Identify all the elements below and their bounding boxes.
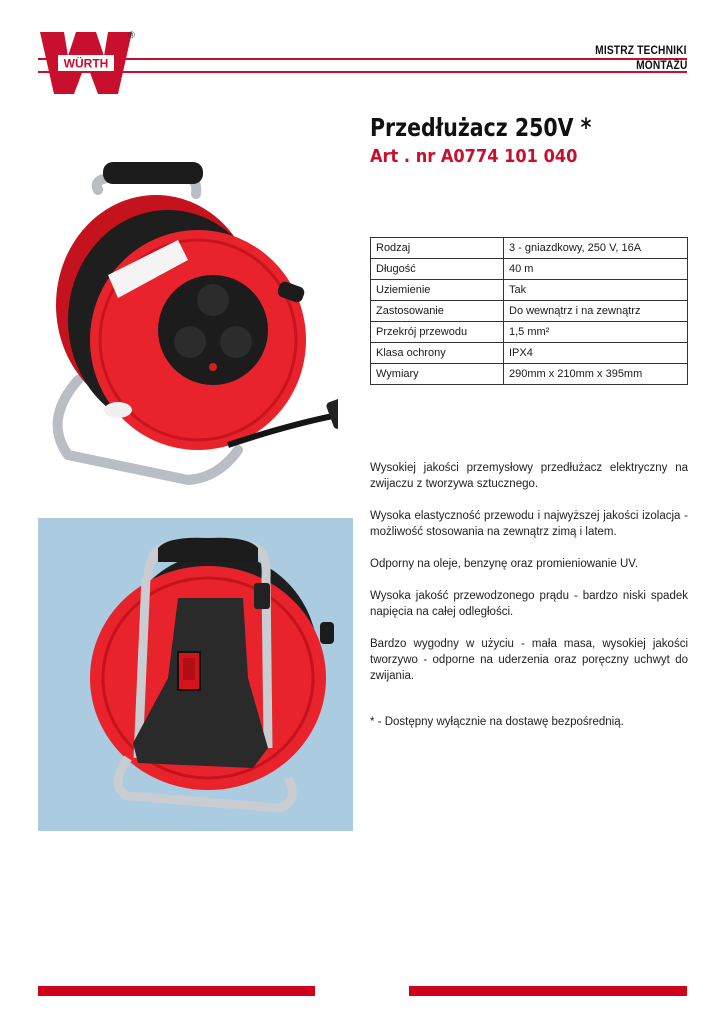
tagline-line-1: MISTRZ TECHNIKI (595, 43, 687, 57)
spec-row (371, 280, 688, 301)
spec-key: Zastosowanie (371, 301, 504, 322)
description-paragraph: Bardzo wygodny w użyciu - mała masa, wysokiej jakości tworzywo - odporne na uderzenia oraz poręczny uchwyt do zwijania. (370, 638, 688, 682)
spec-key: Rodzaj (371, 238, 504, 259)
spec-row (371, 364, 688, 385)
cable-reel-photo (38, 160, 338, 500)
product-title: Przedłużacz 250V * (370, 113, 592, 142)
spec-table (370, 237, 688, 385)
description-paragraph: Wysoka elastyczność przewodu i najwyższej jakości izolacja - możliwość stosowania na zewnątrz zimą i latem. (370, 510, 688, 538)
spec-row (371, 301, 688, 322)
footer-bar-right (409, 986, 687, 996)
spec-row (371, 343, 688, 364)
spec-row (371, 259, 688, 280)
product-description (370, 460, 688, 746)
tagline-line-2: MONTAŻU (635, 58, 687, 72)
wurth-logo (38, 28, 134, 98)
spec-key: Klasa ochrony (371, 343, 504, 364)
cable-reel-back-photo (38, 518, 353, 831)
spec-value: Tak (504, 280, 688, 301)
spec-value: 1,5 mm² (504, 322, 688, 343)
description-paragraph: Odporny na oleje, benzynę oraz promieniowanie UV. (370, 558, 639, 570)
spec-key: Przekrój przewodu (371, 322, 504, 343)
spec-row (371, 322, 688, 343)
spec-key: Uziemienie (371, 280, 504, 301)
header-rule-top (38, 58, 687, 60)
spec-row (371, 238, 688, 259)
spec-value: IPX4 (504, 343, 688, 364)
spec-key: Długość (371, 259, 504, 280)
spec-key: Wymiary (371, 364, 504, 385)
description-paragraph: Wysoka jakość przewodzonego prądu - bardzo niski spadek napięcia na całej odległości. (370, 590, 688, 618)
footer-bar-left (38, 986, 315, 996)
spec-value: 40 m (504, 259, 688, 280)
availability-note: * - Dostępny wyłącznie na dostawę bezpośrednią. (370, 716, 624, 728)
article-number: Art . nr A0774 101 040 (370, 146, 578, 167)
spec-value: 3 - gniazdkowy, 250 V, 16A (504, 238, 688, 259)
spec-value: 290mm x 210mm x 395mm (504, 364, 688, 385)
description-paragraph: Wysokiej jakości przemysłowy przedłużacz elektryczny na zwijaczu z tworzywa sztucznego. (370, 462, 688, 490)
header-rule-bottom (38, 71, 687, 73)
spec-value: Do wewnątrz i na zewnątrz (504, 301, 688, 322)
registered-mark: ® (127, 31, 136, 41)
logo-text: WÜRTH (63, 56, 109, 71)
